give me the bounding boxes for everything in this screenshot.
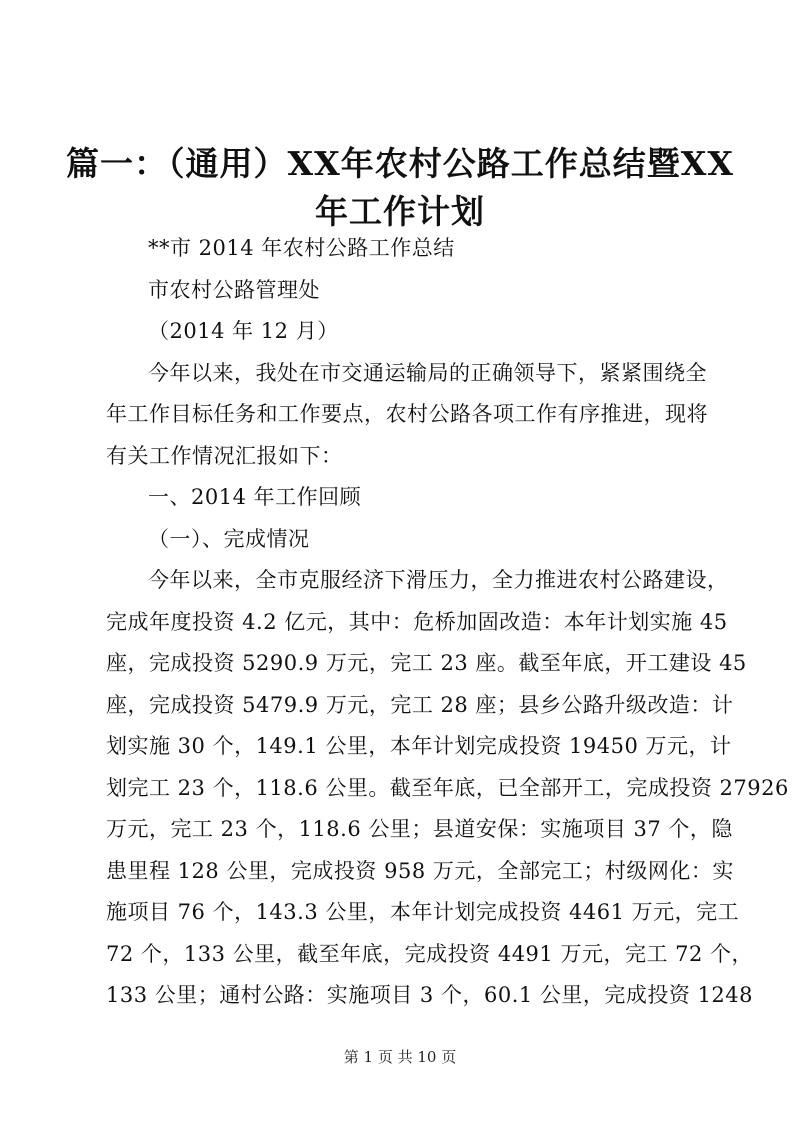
body-line: 市农村公路管理处 (148, 277, 320, 302)
title-line: 年工作计划 (315, 192, 485, 231)
body-line: （一）、完成情况 (148, 526, 310, 551)
body-line: 有关工作情况汇报如下： (106, 443, 343, 468)
body-line: 完成年度投资 4.2 亿元，其中：危桥加固改造：本年计划实施 45 (106, 609, 728, 634)
body-line: 万元，完工 23 个，118.6 公里；县道安保：实施项目 37 个，隐 (106, 817, 733, 841)
body-line: 今年以来，全市克服经济下滑压力，全力推进农村公路建设， (148, 568, 729, 592)
body-line: 施项目 76 个，143.3 公里，本年计划完成投资 4461 万元，完工 (106, 900, 740, 924)
document-title (60, 140, 740, 236)
body-line: 72 个，133 公里，截至年底，完成投资 4491 万元，完工 72 个， (106, 941, 754, 966)
body-line: （2014 年 12 月） (148, 319, 339, 343)
body-line: 划实施 30 个，149.1 公里，本年计划完成投资 19450 万元，计 (106, 734, 732, 758)
body-line: 座，完成投资 5479.9 万元，完工 28 座；县乡公路升级改造：计 (106, 692, 734, 717)
body-line: **市 2014 年农村公路工作总结 (148, 236, 455, 260)
title-line: 篇一：（通用）XX年农村公路工作总结暨XX (66, 144, 734, 183)
document-body (106, 228, 789, 1017)
body-line: 今年以来，我处在市交通运输局的正确领导下，紧紧围绕全 (148, 360, 707, 385)
body-line: 座，完成投资 5290.9 万元，完工 23 座。截至年底，开工建设 45 (106, 651, 747, 675)
body-line: 一、2014 年工作回顾 (148, 485, 362, 509)
body-line: 年工作目标任务和工作要点，农村公路各项工作有序推进，现将 (106, 402, 708, 426)
body-line: 患里程 128 公里，完成投资 958 万元，全部完工；村级网化：实 (106, 858, 734, 883)
body-line: 133 公里；通村公路：实施项目 3 个，60.1 公里，完成投资 1248 (106, 983, 754, 1007)
body-line: 划完工 23 个，118.6 公里。截至年底，已全部开工，完成投资 27926 (106, 775, 789, 800)
page-footer: 第 1 页 共 10 页 (343, 1048, 457, 1066)
